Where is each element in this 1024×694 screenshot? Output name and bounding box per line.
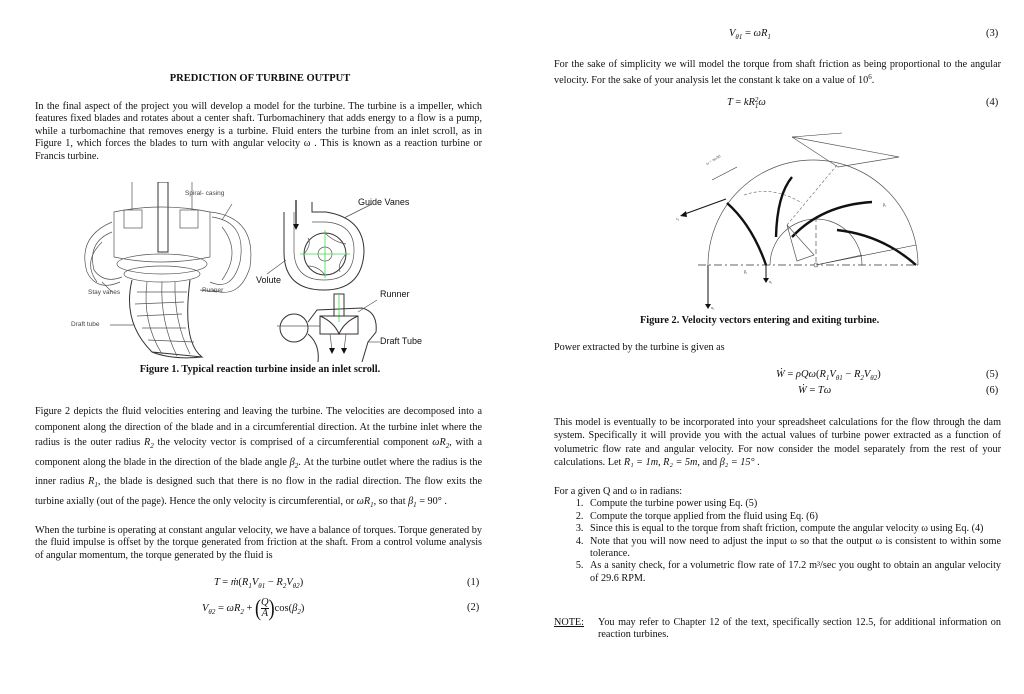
- runner-section-drawing: [277, 294, 380, 362]
- label-guide-vanes: Guide Vanes: [358, 197, 410, 207]
- label-volute: Volute: [256, 275, 282, 285]
- var-r2: R: [144, 437, 151, 449]
- step-item: 2. Compute the torque applied from the fluid using Eq. (6): [586, 511, 1001, 523]
- given-r1: R₁ = 1m: [623, 457, 659, 469]
- equation-5-number: (5): [986, 369, 999, 380]
- figure-1-caption: Figure 1. Typical reaction turbine inside an inlet scroll.: [139, 364, 381, 375]
- var-beta1: β: [408, 495, 414, 507]
- svg-text:c₂: c₂: [676, 216, 680, 221]
- label-draft-tube-left: Draft tube: [71, 321, 100, 328]
- note-block: [554, 617, 1001, 642]
- equation-4-number: (4): [986, 97, 999, 108]
- svg-text:β₁: β₁: [744, 269, 748, 274]
- intro-paragraph: In the final aspect of the project you will develop a model for the turbine. The turbine is a impeller, which features fixed blades and rotates about a center shaft. Turbomachinery that adds energy to a flow is a pump, while a turbomachine that removes energy is a turbine. Fluid enters the turbine from an inlet scroll, as in Figure 1, which forces the blades to turn with angular velocity ω . This is known as a reaction turbine or Francis turbine.: [35, 101, 482, 162]
- velocity-vector-diagram: [662, 125, 922, 310]
- steps-list: [554, 498, 1001, 585]
- equation-5: Ẇ = $\rho Q\omega(R_1V_{\theta 1} - R_2V_{\theta 2})$: [776, 369, 881, 382]
- volute-drawing: [267, 200, 372, 290]
- var-omega-r2: ωR: [432, 437, 446, 449]
- figure-1: [62, 182, 462, 362]
- equation-6: Ẇ = Tω: [798, 385, 832, 396]
- label-runner-left: Runner: [202, 287, 224, 294]
- equation-2-number: (2): [467, 602, 480, 613]
- equation-3-number: (3): [986, 28, 999, 39]
- label-stay-vanes: Stay vanes: [88, 289, 121, 296]
- model-paragraph: This model is eventually to be incorporated into your spreadsheet calculations for the flow through the dam system. Specifically it will provide you with the actual values of turbine power extracted as a function of volumetric flow rate and angular velocity. For now consider the model separately from the rest of your calculations. Let R₁ = 1m, R₂ = 5m, and β₂ = 15° .: [554, 417, 1001, 469]
- var-omega-r1: ωR: [356, 495, 371, 507]
- page-title: PREDICTION OF TURBINE OUTPUT: [169, 73, 351, 84]
- steps-section: [554, 486, 1001, 585]
- friction-paragraph: For the sake of simplicity we will model the torque from shaft friction as being proportional to the angular velocity. For the sake of your analysis let the constant k take on a value of $10^6$.: [554, 59, 1001, 87]
- step-item: 5. As a sanity check, for a volumetric flow rate of 17.2 m³/sec you ought to obtain an angular velocity of 29.6 RPM.: [586, 560, 1001, 585]
- label-spiral-casing: Spiral- casing: [185, 190, 225, 197]
- step-item: 1. Compute the turbine power using Eq. (5): [586, 498, 1001, 510]
- step-item: 4. Note that you will now need to adjust the input ω so that the output ω is consistent to within some tolerance.: [586, 536, 1001, 561]
- label-runner-right: Runner: [380, 289, 410, 299]
- figure-2-caption: Figure 2. Velocity vectors entering and exiting turbine.: [640, 315, 880, 326]
- svg-text:ω = πn/30: ω = πn/30: [705, 153, 722, 166]
- equation-1-number: (1): [467, 577, 480, 588]
- equation-3: $V_{\theta 1} = \omega R_1$: [729, 28, 771, 41]
- k-exponent: 6: [868, 73, 872, 82]
- torque-paragraph: When the turbine is operating at constant angular velocity, we have a balance of torques. Torque generated by the fluid impulse is offset by the torque generated from friction at the shaft. From a control volume analysis of angular momentum, the torque generated by the fluid is: [35, 525, 482, 561]
- equation-1: $T = ṁ(R_1V_{\theta 1} - R_2V_{\theta 2})$: [214, 577, 304, 590]
- velocity-paragraph: Figure 2 depicts the fluid velocities entering and leaving the turbine. The velocities are decomposed into a component along the direction of the blade and in a circumferential direction. At the turbine inlet where the radius is the outer radius $R_2$ the velocity vector is comprised of a circumferential component $\omega R_2$, with a component along the blade in the direction of the blade angle $\beta_2$. At the turbine outlet where the radius is the inner radius $R_1$, the blade is designed such that there is no flow in the radial direction. The flow exits the turbine axially (out of the page). Hence the only velocity is circumferential, or $\omega R_1$, so that $\beta_1 = 90^\circ$ .: [35, 406, 482, 509]
- var-r1: R: [88, 476, 95, 488]
- steps-intro: For a given Q and ω in radians:: [554, 486, 683, 497]
- svg-text:β₂: β₂: [883, 202, 887, 207]
- equation-2: $V_{\theta 2} = \omega R_2$ + ( $\frac{Q}{A}$ )$\cos(\beta_2)$: [202, 595, 305, 622]
- svg-text:u₂: u₂: [711, 305, 715, 310]
- given-beta2: β₂ = 15°: [719, 457, 755, 469]
- label-draft-tube-right: Draft Tube: [380, 336, 423, 346]
- svg-text:u₁: u₁: [769, 279, 773, 284]
- power-intro: Power extracted by the turbine is given as: [554, 342, 725, 353]
- equation-6-number: (6): [986, 385, 999, 396]
- equation-4: T = kR 2 1 ω: [727, 96, 766, 110]
- var-beta2: β: [289, 456, 295, 468]
- right-page: [512, 0, 1024, 694]
- given-r2: R₂ = 5m: [663, 457, 698, 469]
- turbine-cutaway-drawing: [85, 182, 251, 358]
- note-label: NOTE:: [554, 617, 584, 628]
- note-text: You may refer to Chapter 12 of the text, specifically section 12.5, for additional information on reaction turbines.: [598, 617, 1001, 641]
- step-item: 3. Since this is equal to the torque from shaft friction, compute the angular velocity ω using Eq. (4): [586, 523, 1001, 535]
- figure-2: [662, 125, 922, 310]
